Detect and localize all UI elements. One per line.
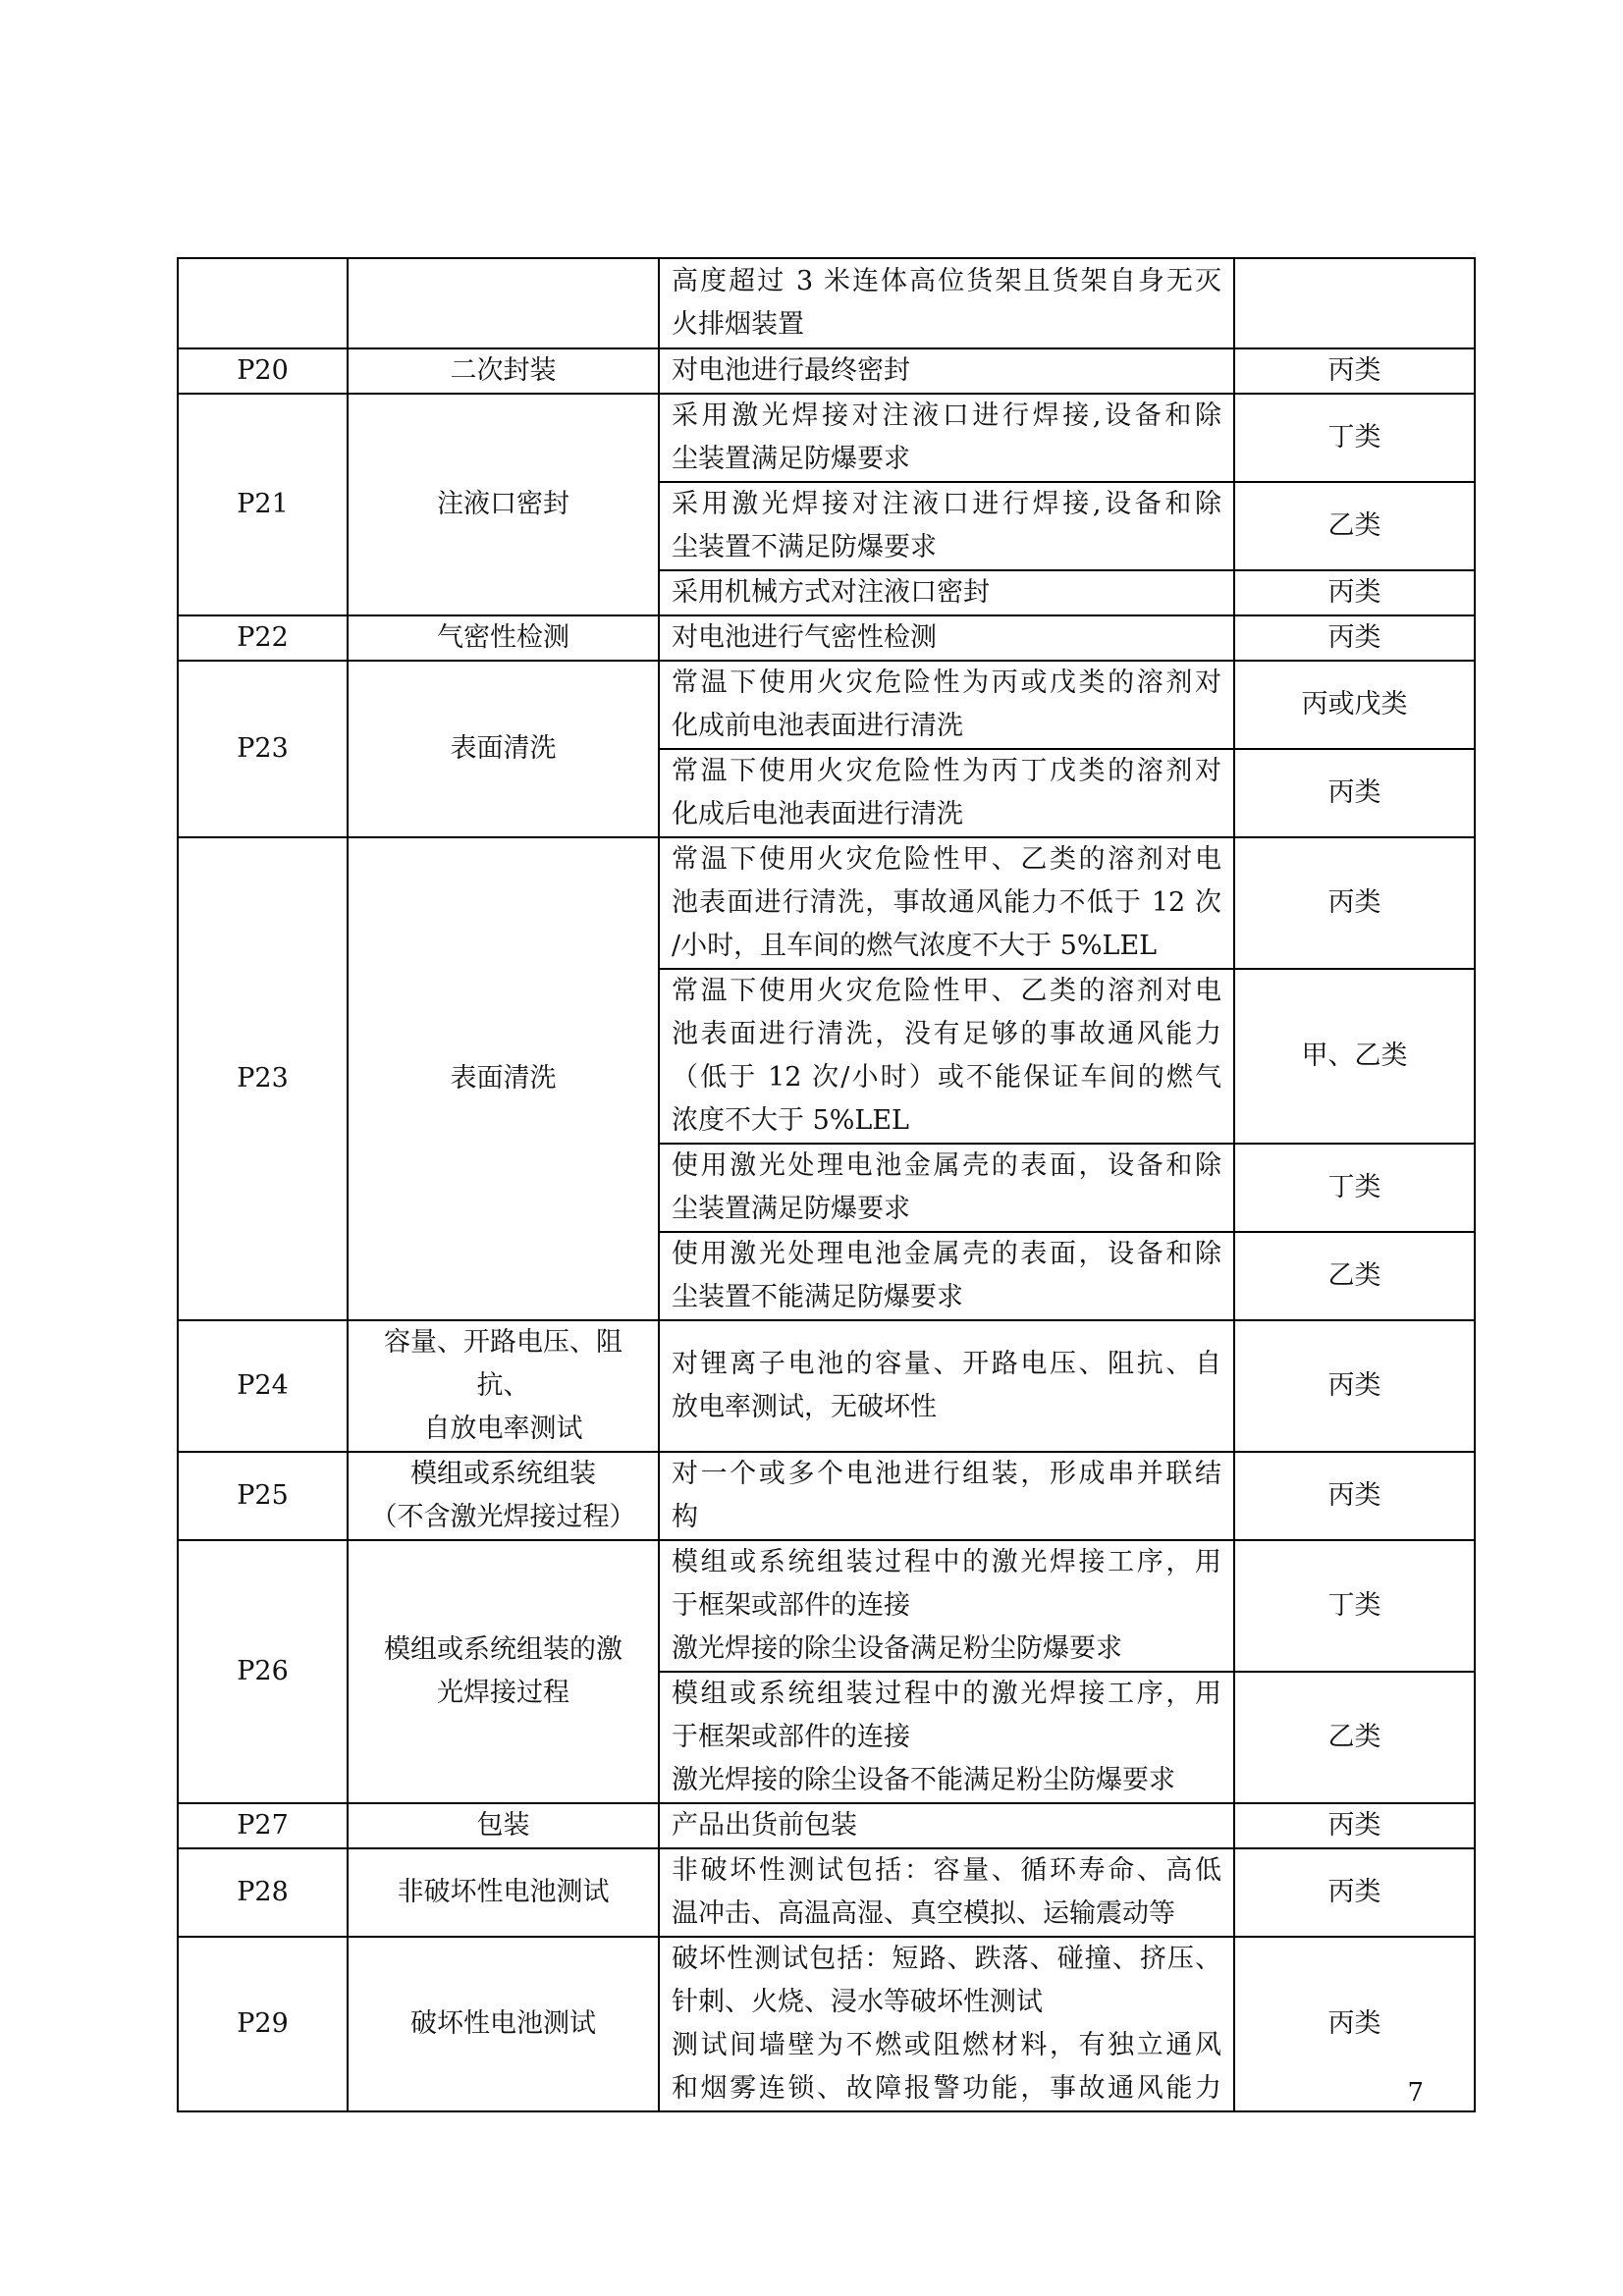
- description-cell: 常温下使用火灾危险性为丙丁戊类的溶剂对 化成后电池表面进行清洗: [659, 749, 1234, 837]
- process-cell: 二次封装: [348, 348, 659, 394]
- category-cell: 丙类: [1234, 1320, 1475, 1452]
- table-row: [178, 1848, 1475, 1937]
- category-cell: 乙类: [1234, 482, 1475, 570]
- page-number: 7: [1407, 2078, 1424, 2108]
- process-cell: 非破坏性电池测试: [348, 1848, 659, 1937]
- description-cell: 高度超过 3 米连体高位货架且货架自身无灭 火排烟装置: [659, 258, 1234, 348]
- description-cell: 使用激光处理电池金属壳的表面，设备和除 尘装置满足防爆要求: [659, 1144, 1234, 1232]
- description-cell: 常温下使用火灾危险性为丙或戊类的溶剂对 化成前电池表面进行清洗: [659, 661, 1234, 749]
- description-cell: 采用激光焊接对注液口进行焊接,设备和除 尘装置不满足防爆要求: [659, 482, 1234, 570]
- table-row: [178, 1452, 1475, 1540]
- code-cell: P25: [178, 1452, 348, 1540]
- table-row: [178, 394, 1475, 482]
- description-cell: 模组或系统组装过程中的激光焊接工序，用 于框架或部件的连接 激光焊接的除尘设备不能满足粉尘防爆要求: [659, 1672, 1234, 1803]
- description-cell: 使用激光处理电池金属壳的表面，设备和除 尘装置不能满足防爆要求: [659, 1232, 1234, 1320]
- table-row: [178, 661, 1475, 749]
- code-cell: P23: [178, 661, 348, 837]
- category-cell: 丙类: [1234, 615, 1475, 661]
- category-cell: 丙类: [1234, 348, 1475, 394]
- category-cell: 丙类: [1234, 1803, 1475, 1848]
- category-cell: 丙类: [1234, 1452, 1475, 1540]
- code-cell: P22: [178, 615, 348, 661]
- process-cell: 容量、开路电压、阻抗、 自放电率测试: [348, 1320, 659, 1452]
- table-row: [178, 1803, 1475, 1848]
- category-cell: 丙类: [1234, 1848, 1475, 1937]
- category-cell: 丙类: [1234, 570, 1475, 615]
- description-cell: 对锂离子电池的容量、开路电压、阻抗、自 放电率测试，无破坏性: [659, 1320, 1234, 1452]
- code-cell: P27: [178, 1803, 348, 1848]
- description-cell: 对电池进行气密性检测: [659, 615, 1234, 661]
- category-cell: 丙类: [1234, 837, 1475, 969]
- process-cell: [348, 258, 659, 348]
- table-row: [178, 615, 1475, 661]
- table-row: [178, 258, 1475, 348]
- table-row: [178, 1540, 1475, 1672]
- process-cell: 模组或系统组装 （不含激光焊接过程）: [348, 1452, 659, 1540]
- code-cell: P24: [178, 1320, 348, 1452]
- category-cell: 甲、乙类: [1234, 969, 1475, 1144]
- description-cell: 模组或系统组装过程中的激光焊接工序，用 于框架或部件的连接 激光焊接的除尘设备满足粉尘防爆要求: [659, 1540, 1234, 1672]
- category-cell: [1234, 258, 1475, 348]
- process-cell: 表面清洗: [348, 661, 659, 837]
- description-cell: 常温下使用火灾危险性甲、乙类的溶剂对电 池表面进行清洗，没有足够的事故通风能力 （低于 12 次/小时）或不能保证车间的燃气 浓度不大于 5%LEL: [659, 969, 1234, 1144]
- description-cell: 非破坏性测试包括：容量、循环寿命、高低 温冲击、高温高湿、真空模拟、运输震动等: [659, 1848, 1234, 1937]
- table-row: [178, 1937, 1475, 2111]
- category-cell: 丙类: [1234, 1937, 1475, 2111]
- description-cell: 对一个或多个电池进行组装，形成串并联结 构: [659, 1452, 1234, 1540]
- category-cell: 乙类: [1234, 1232, 1475, 1320]
- table-row: [178, 1320, 1475, 1452]
- code-cell: P28: [178, 1848, 348, 1937]
- code-cell: P29: [178, 1937, 348, 2111]
- table-row: [178, 837, 1475, 969]
- description-cell: 产品出货前包装: [659, 1803, 1234, 1848]
- description-cell: 对电池进行最终密封: [659, 348, 1234, 394]
- process-cell: 注液口密封: [348, 394, 659, 615]
- process-cell: 包装: [348, 1803, 659, 1848]
- code-cell: P20: [178, 348, 348, 394]
- description-cell: 采用机械方式对注液口密封: [659, 570, 1234, 615]
- code-cell: [178, 258, 348, 348]
- process-cell: 模组或系统组装的激 光焊接过程: [348, 1540, 659, 1803]
- process-cell: 表面清洗: [348, 837, 659, 1320]
- code-cell: P26: [178, 1540, 348, 1803]
- code-cell: P23: [178, 837, 348, 1320]
- category-cell: 丙类: [1234, 749, 1475, 837]
- process-cell: 破坏性电池测试: [348, 1937, 659, 2111]
- category-cell: 丁类: [1234, 1144, 1475, 1232]
- process-hazard-table: [177, 257, 1476, 2112]
- code-cell: P21: [178, 394, 348, 615]
- category-cell: 丙或戊类: [1234, 661, 1475, 749]
- description-cell: 常温下使用火灾危险性甲、乙类的溶剂对电 池表面进行清洗，事故通风能力不低于 12 次 /小时，且车间的燃气浓度不大于 5%LEL: [659, 837, 1234, 969]
- process-cell: 气密性检测: [348, 615, 659, 661]
- category-cell: 丁类: [1234, 394, 1475, 482]
- category-cell: 乙类: [1234, 1672, 1475, 1803]
- table-row: [178, 348, 1475, 394]
- description-cell: 采用激光焊接对注液口进行焊接,设备和除 尘装置满足防爆要求: [659, 394, 1234, 482]
- description-cell: 破坏性测试包括：短路、跌落、碰撞、挤压、 针刺、火烧、浸水等破坏性测试 测试间墙壁为不燃或阻燃材料，有独立通风 和烟雾连锁、故障报警功能，事故通风能力: [659, 1937, 1234, 2111]
- category-cell: 丁类: [1234, 1540, 1475, 1672]
